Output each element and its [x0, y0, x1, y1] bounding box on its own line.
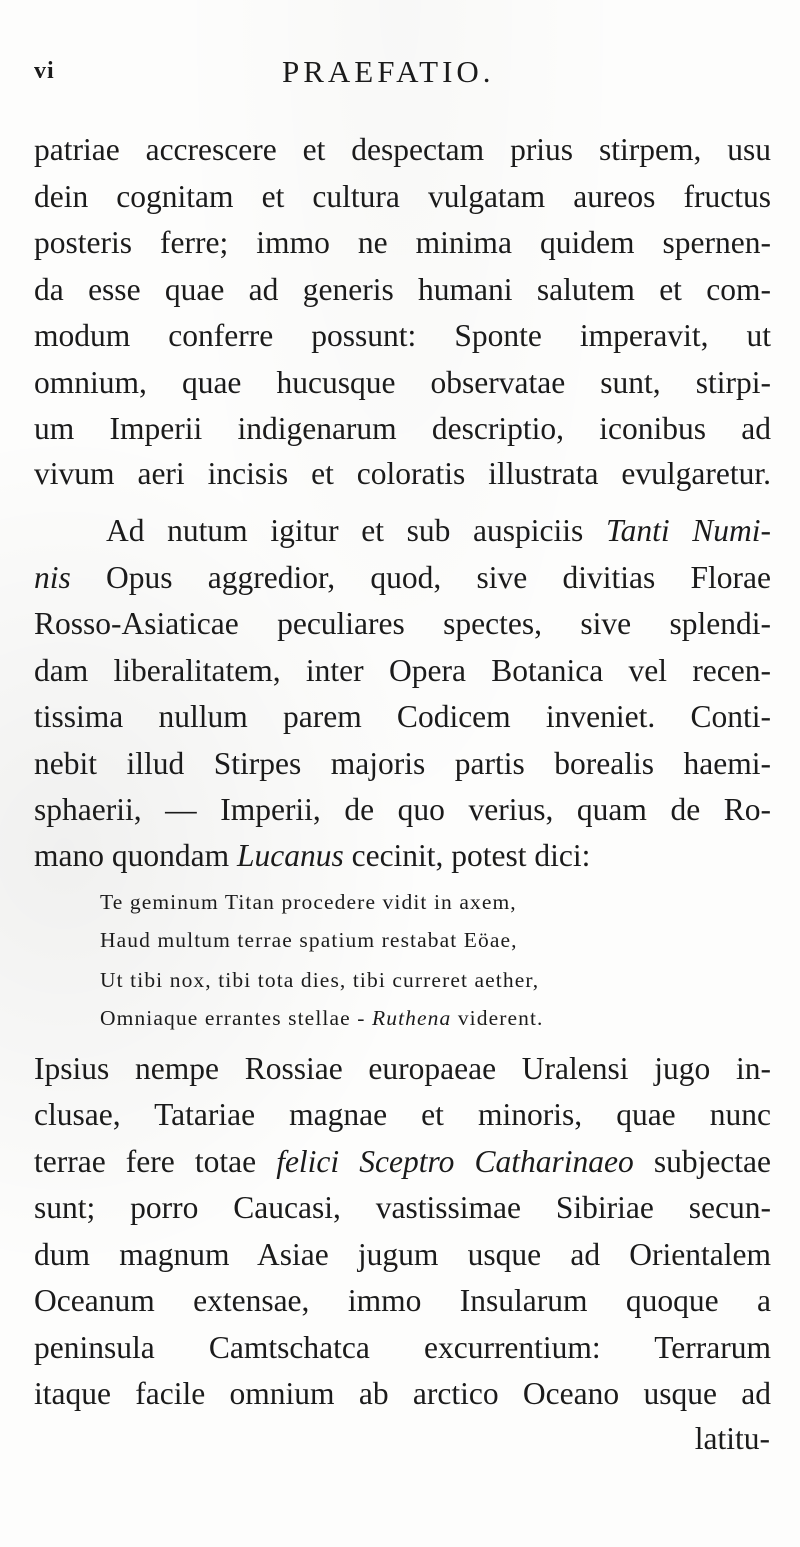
- text-line: itaque facile omnium ab arctico Oceano usque ad: [34, 1376, 771, 1411]
- text-run: Omniaque errantes stellae -: [100, 1006, 372, 1030]
- italic-text: felici Sceptro Catharinaeo: [276, 1144, 634, 1179]
- text-line: [34, 555, 771, 601]
- text-run: Opus aggredior, quod, sive divitias Florae: [70, 560, 771, 595]
- text-run: subjectae: [633, 1144, 771, 1179]
- text-run: terrae fere totae: [34, 1144, 277, 1179]
- text-line: nebit illud Stirpes majoris partis borealis haemi-: [34, 746, 771, 781]
- text-line: Rosso-Asiaticae peculiares spectes, sive splendi-: [34, 606, 771, 641]
- text-line: [34, 1139, 771, 1185]
- text-line: dein cognitam et cultura vulgatam aureos fructus: [34, 179, 771, 214]
- italic-text: Lucanus: [236, 838, 344, 873]
- catchword: latitu-: [694, 1421, 770, 1456]
- text-line: dum magnum Asiae jugum usque ad Orientalem: [34, 1237, 771, 1272]
- text-line: clusae, Tatariae magnae et minoris, quae nunc: [34, 1097, 771, 1132]
- verse-line: [100, 1000, 720, 1036]
- text-run: cecinit, potest dici:: [343, 838, 591, 873]
- italic-text: Tanti Numi-: [605, 513, 771, 548]
- italic-text: nis: [34, 560, 71, 595]
- text-line: sunt; porro Caucasi, vastissimae Sibiriae secun-: [34, 1190, 771, 1225]
- verse-line: Haud multum terrae spatium restabat Eöae,: [100, 928, 518, 952]
- text-run: Ad nutum igitur et sub auspiciis: [106, 513, 606, 548]
- text-line: peninsula Camtschatca excurrentium: Terrarum: [34, 1330, 771, 1365]
- text-line: patriae accrescere et despectam prius stirpem, usu: [34, 132, 771, 167]
- text-line: sphaerii, — Imperii, de quo verius, quam de Ro-: [34, 792, 771, 827]
- text-line: um Imperii indigenarum descriptio, iconibus ad: [34, 411, 771, 446]
- text-line: [34, 833, 771, 879]
- verse-line: Te geminum Titan procedere vidit in axem,: [100, 890, 517, 914]
- text-line: [106, 508, 771, 554]
- verse-line: Ut tibi nox, tibi tota dies, tibi curreret aether,: [100, 968, 540, 992]
- text-line: modum conferre possunt: Sponte imperavit, ut: [34, 318, 771, 353]
- running-title: PRAEFATIO.: [282, 54, 495, 89]
- text-line: tissima nullum parem Codicem inveniet. Conti-: [34, 699, 771, 734]
- text-line: omnium, quae hucusque observatae sunt, stirpi-: [34, 365, 771, 400]
- text-line: vivum aeri incisis et coloratis illustrata evulgaretur.: [34, 456, 771, 491]
- text-line: Oceanum extensae, immo Insularum quoque a: [34, 1283, 771, 1318]
- italic-text: Ruthena: [371, 1006, 452, 1030]
- text-line: Ipsius nempe Rossiae europaeae Uralensi jugo in-: [34, 1051, 771, 1086]
- text-line: dam liberalitatem, inter Opera Botanica vel recen-: [34, 653, 771, 688]
- text-run: mano quondam: [34, 838, 237, 873]
- page-header: [34, 50, 770, 96]
- text-line: da esse quae ad generis humani salutem et com-: [34, 272, 771, 307]
- page-number: vi: [34, 58, 55, 84]
- text-line: posteris ferre; immo ne minima quidem spernen-: [34, 225, 771, 260]
- text-run: viderent.: [451, 1006, 544, 1030]
